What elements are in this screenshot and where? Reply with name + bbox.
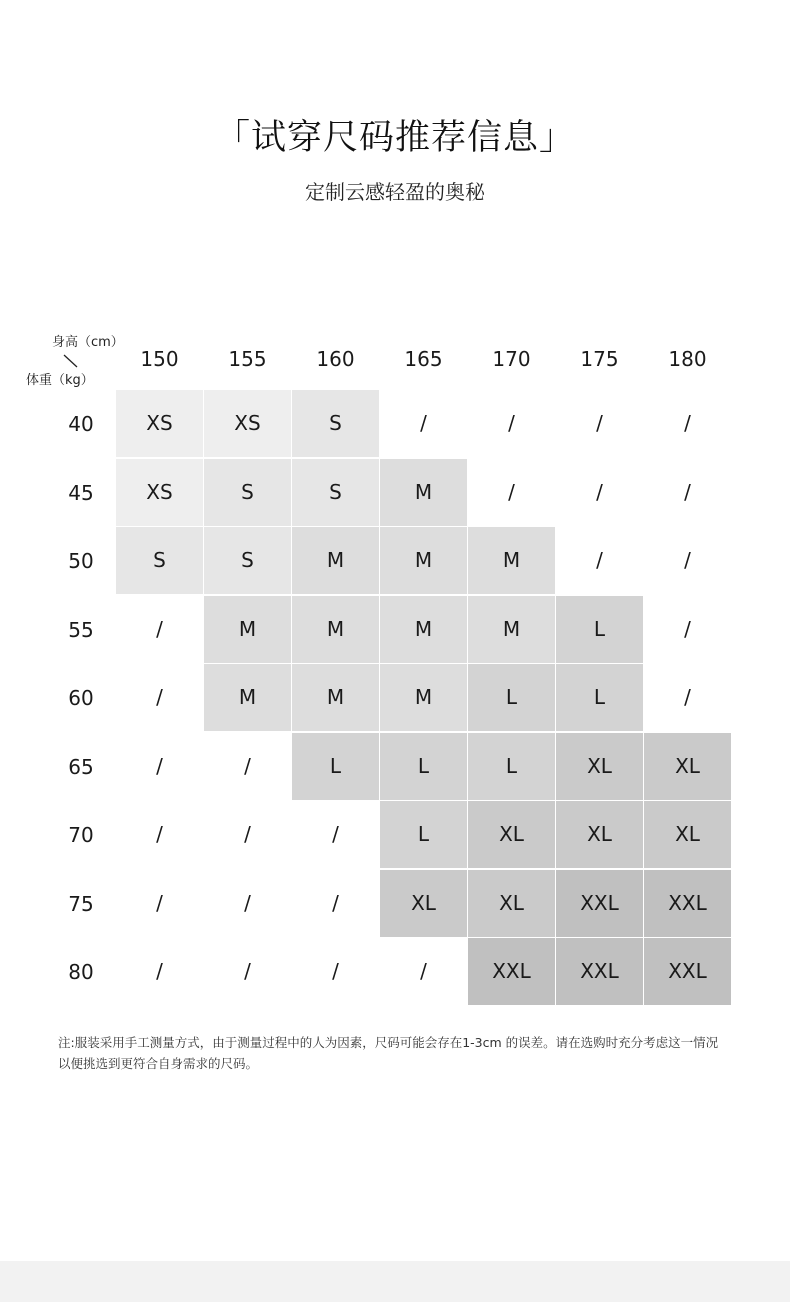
weight-header: 60 <box>68 686 94 710</box>
size-cell: / <box>468 459 555 526</box>
size-cell: XL <box>644 801 731 868</box>
size-cell: XL <box>468 870 555 937</box>
bottom-bar <box>0 1261 790 1302</box>
size-cell: XXL <box>556 870 643 937</box>
size-cell: M <box>380 459 467 526</box>
size-cell: M <box>468 596 555 663</box>
size-cell: / <box>204 938 291 1005</box>
size-cell: S <box>204 527 291 594</box>
height-header: 155 <box>228 347 267 371</box>
size-cell: L <box>556 664 643 731</box>
weight-header: 65 <box>68 754 94 779</box>
size-cell: XL <box>380 870 467 937</box>
size-cell: XXL <box>468 938 555 1005</box>
size-cell: S <box>292 459 379 526</box>
size-cell: XXL <box>644 938 731 1005</box>
size-cell: / <box>116 938 203 1005</box>
size-cell: / <box>644 459 731 526</box>
size-cell: / <box>116 801 203 868</box>
size-cell: L <box>468 664 555 731</box>
size-cell: / <box>292 870 379 937</box>
note-line-1: 注:服装采用手工测量方式，由于测量过程中的人为因素，尺码可能会存在1-3cm 的误差。请在选购时充分考虑这一情况 <box>58 1035 719 1050</box>
size-cell: XS <box>204 390 291 457</box>
size-cell: M <box>204 596 291 663</box>
size-cell: / <box>468 390 555 457</box>
size-cell: / <box>116 664 203 731</box>
size-cell: M <box>380 664 467 731</box>
size-cell: S <box>204 459 291 526</box>
weight-header: 70 <box>68 823 94 847</box>
size-cell: XS <box>116 459 203 526</box>
size-cell: S <box>116 527 203 594</box>
weight-axis-label: 体重（kg） <box>26 373 94 388</box>
size-cell: L <box>468 733 555 800</box>
weight-header: 45 <box>68 480 94 505</box>
size-cell: S <box>292 390 379 457</box>
page-title: 「试穿尺码推荐信息」 <box>214 118 575 158</box>
size-cell: / <box>644 527 731 594</box>
size-cell: L <box>556 596 643 663</box>
size-cell: M <box>292 664 379 731</box>
weight-header: 80 <box>68 960 94 984</box>
size-cell: / <box>644 390 731 457</box>
size-cell: / <box>556 459 643 526</box>
weight-header: 50 <box>68 549 94 573</box>
size-cell: / <box>204 870 291 937</box>
size-cell: XL <box>556 733 643 800</box>
height-header: 165 <box>404 347 443 371</box>
size-cell: / <box>380 390 467 457</box>
size-cell: / <box>116 733 203 800</box>
height-header: 150 <box>140 347 179 371</box>
size-cell: L <box>292 733 379 800</box>
weight-header: 55 <box>68 617 94 642</box>
size-cell: XXL <box>644 870 731 937</box>
height-header: 175 <box>580 347 619 371</box>
size-cell: XL <box>644 733 731 800</box>
size-cell: XXL <box>556 938 643 1005</box>
note-line-2: 以便挑选到更符合自身需求的尺码。 <box>58 1056 259 1071</box>
size-cell: M <box>292 527 379 594</box>
height-header: 180 <box>668 347 707 371</box>
size-cell: / <box>204 733 291 800</box>
height-axis-label: 身高（cm） <box>52 335 124 350</box>
size-cell: / <box>116 596 203 663</box>
size-cell: / <box>644 664 731 731</box>
size-cell: / <box>292 801 379 868</box>
size-cell: / <box>556 527 643 594</box>
measurement-note <box>58 1032 748 1074</box>
size-cell: / <box>204 801 291 868</box>
size-cell: XL <box>556 801 643 868</box>
size-cell: M <box>204 664 291 731</box>
size-cell: L <box>380 733 467 800</box>
size-cell: M <box>380 596 467 663</box>
height-header: 160 <box>316 347 355 371</box>
height-header: 170 <box>492 347 531 371</box>
size-cell: / <box>380 938 467 1005</box>
size-cell: / <box>556 390 643 457</box>
size-cell: XS <box>116 390 203 457</box>
corner-diagonal-line <box>63 354 79 368</box>
size-cell: L <box>380 801 467 868</box>
page-subtitle: 定制云感轻盈的奥秘 <box>305 180 485 204</box>
weight-header: 40 <box>68 412 94 436</box>
size-cell: M <box>292 596 379 663</box>
size-cell: / <box>644 596 731 663</box>
size-cell: M <box>468 527 555 594</box>
size-cell: / <box>292 938 379 1005</box>
weight-header: 75 <box>68 891 94 916</box>
size-cell: / <box>116 870 203 937</box>
size-cell: M <box>380 527 467 594</box>
size-cell: XL <box>468 801 555 868</box>
